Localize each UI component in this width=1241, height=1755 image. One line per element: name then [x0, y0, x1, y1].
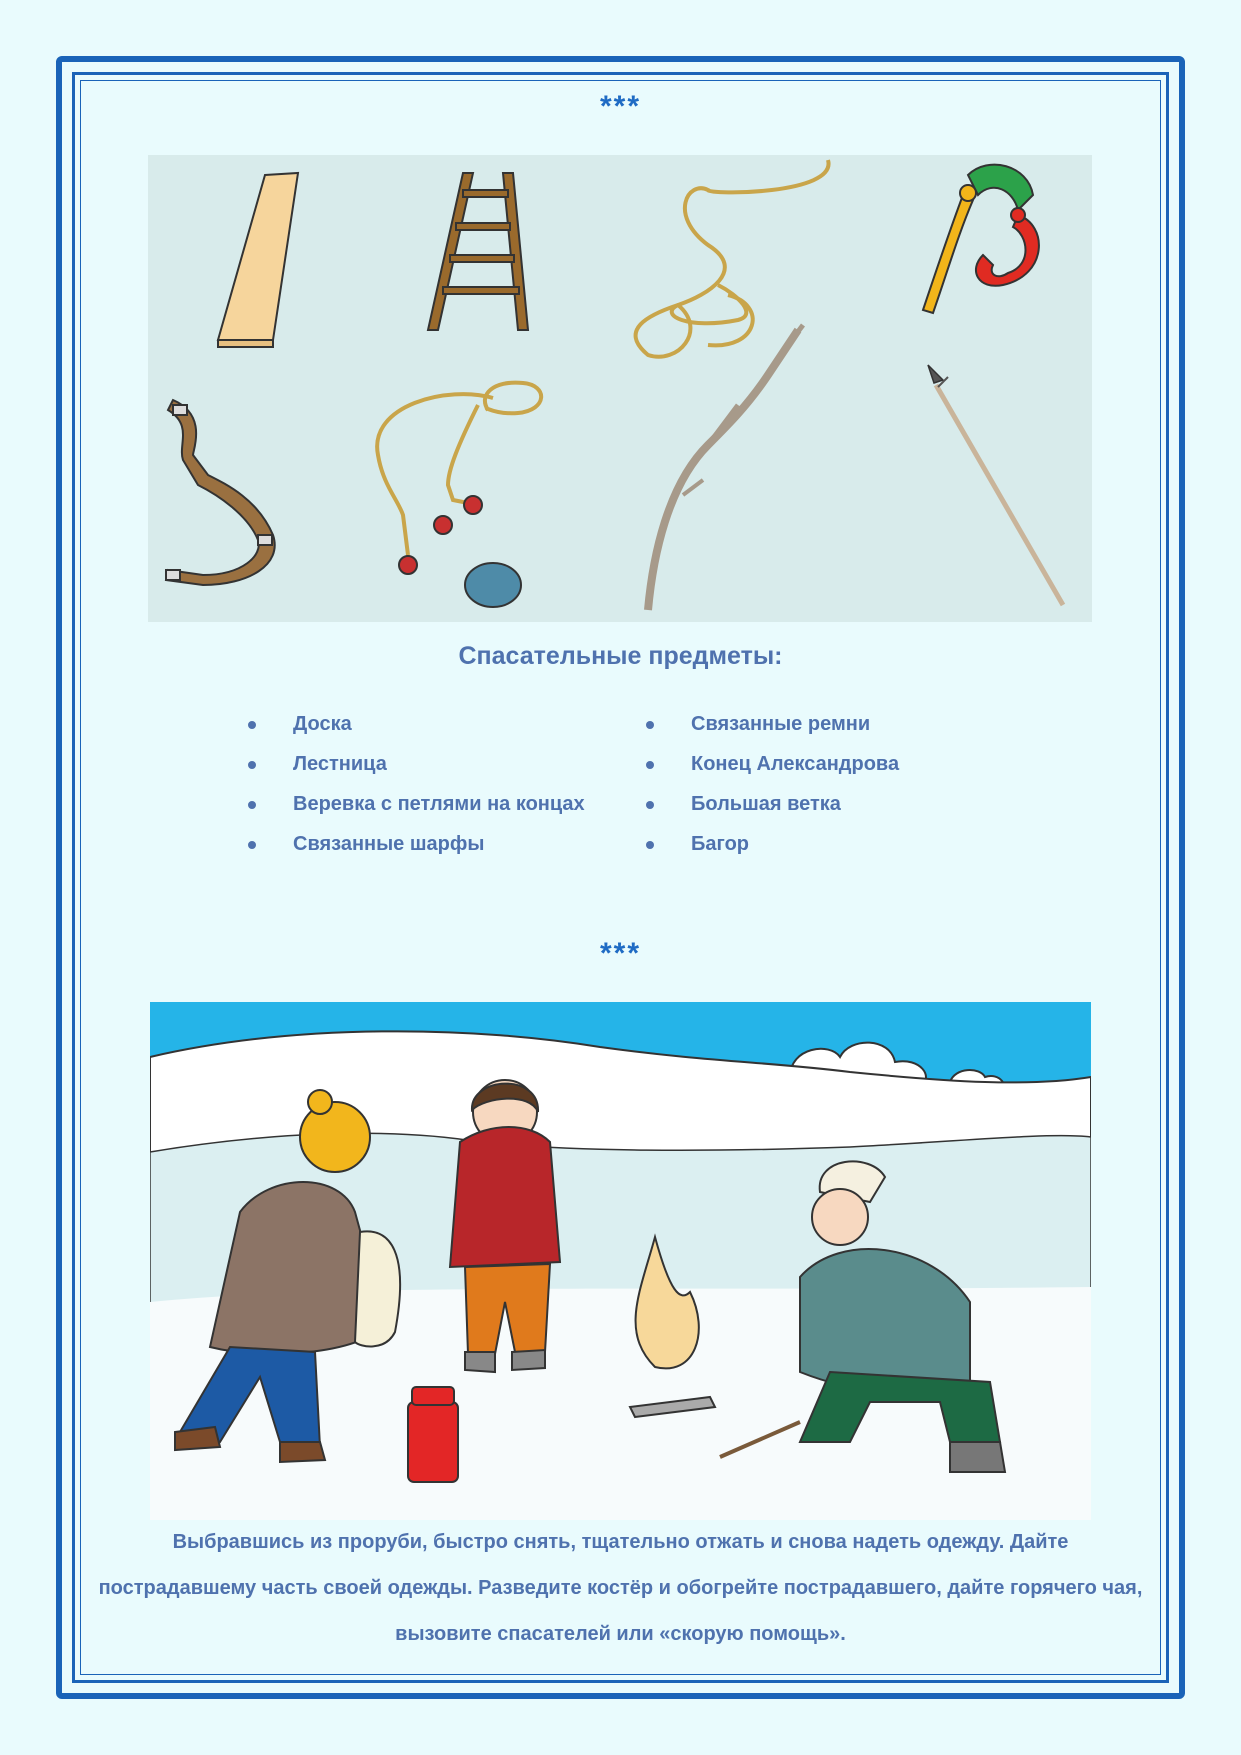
bullet-icon — [248, 801, 256, 809]
list-item: Связанные ремни — [646, 710, 899, 750]
winter-rescue-scene-illustration — [150, 1002, 1091, 1520]
rescue-items-list-right — [646, 710, 899, 870]
list-item: Лестница — [248, 750, 585, 790]
tied-scarves-icon — [923, 165, 1039, 313]
list-item: Большая ветка — [646, 790, 899, 830]
rescue-tools-illustration — [148, 155, 1092, 622]
tied-belts-icon — [166, 400, 275, 585]
thermos-icon — [408, 1387, 458, 1482]
alexandrov-rope-icon — [377, 383, 541, 607]
rescue-items-title: Спасательные предметы: — [458, 642, 783, 670]
board-icon — [218, 173, 298, 347]
big-branch-icon — [648, 325, 803, 610]
scene-caption: Выбравшись из проруби, быстро снять, тщательно отжать и снова надеть одежду. Дайте пострадавшему часть своей одежды. Разведите костёр и обогрейте пострадавшего, дайте горячего чая, вызовите спасателей или «скорую помощь». — [98, 1531, 1143, 1645]
list-item: Конец Александрова — [646, 750, 899, 790]
list-item: Веревка с петлями на концах — [248, 790, 585, 830]
rescue-items-list-left — [248, 710, 585, 870]
boathook-icon — [928, 365, 1063, 605]
bullet-icon — [248, 721, 256, 729]
list-item: Связанные шарфы — [248, 830, 585, 870]
middle-stars-divider: *** — [599, 937, 642, 970]
ladder-icon — [428, 173, 528, 330]
bullet-icon — [646, 801, 654, 809]
list-item: Багор — [646, 830, 899, 870]
bullet-icon — [248, 841, 256, 849]
bullet-icon — [248, 761, 256, 769]
bullet-icon — [646, 841, 654, 849]
bullet-icon — [646, 721, 654, 729]
list-item: Доска — [248, 710, 585, 750]
bullet-icon — [646, 761, 654, 769]
top-stars-divider: *** — [599, 90, 642, 123]
